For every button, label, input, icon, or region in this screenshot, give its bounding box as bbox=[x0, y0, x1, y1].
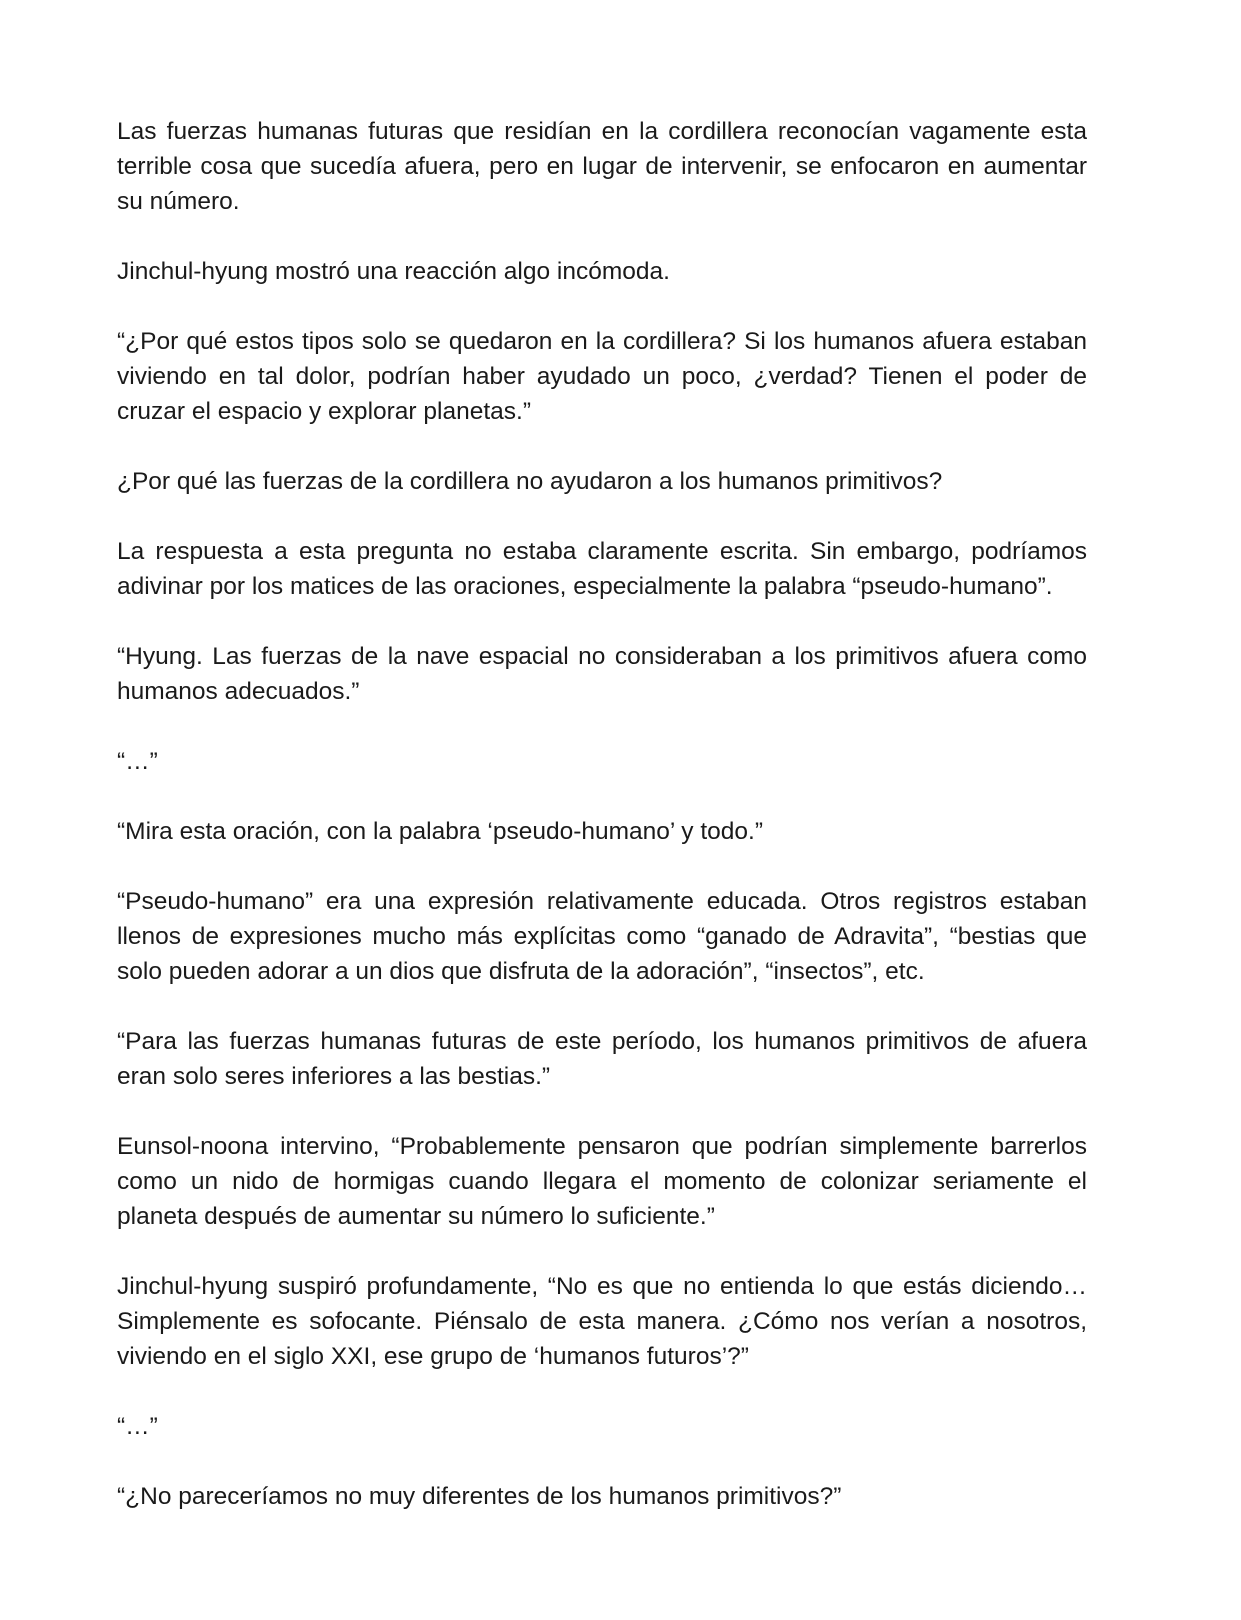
paragraph: ¿Por qué las fuerzas de la cordillera no ayudaron a los humanos primitivos? bbox=[117, 468, 943, 495]
paragraph: Eunsol-noona intervino, “Probablemente pensaron que podrían simplemente barrerlos como un nido de hormigas cuando llegara el momento de colonizar seriamente el planeta después de aumentar su número lo suficiente.” bbox=[117, 1133, 1087, 1230]
paragraph: La respuesta a esta pregunta no estaba claramente escrita. Sin embargo, podríamos adivinar por los matices de las oraciones, especialmente la palabra “pseudo-humano”. bbox=[117, 538, 1087, 600]
paragraph: “Mira esta oración, con la palabra ‘pseudo-humano’ y todo.” bbox=[117, 818, 763, 845]
document-page bbox=[117, 114, 1087, 1514]
paragraph: “¿No pareceríamos no muy diferentes de los humanos primitivos?” bbox=[117, 1483, 842, 1510]
paragraph: “Hyung. Las fuerzas de la nave espacial no consideraban a los primitivos afuera como humanos adecuados.” bbox=[117, 643, 1087, 705]
paragraph: “Para las fuerzas humanas futuras de este período, los humanos primitivos de afuera eran solo seres inferiores a las bestias.” bbox=[117, 1028, 1087, 1090]
paragraph: “…” bbox=[117, 748, 158, 775]
paragraph: “¿Por qué estos tipos solo se quedaron en la cordillera? Si los humanos afuera estaban viviendo en tal dolor, podrían haber ayudado un poco, ¿verdad? Tienen el poder de cruzar el espacio y explorar planetas.” bbox=[117, 328, 1087, 425]
paragraph: “Pseudo-humano” era una expresión relativamente educada. Otros registros estaban llenos de expresiones mucho más explícitas como “ganado de Adravita”, “bestias que solo pueden adorar a un dios que disfruta de la adoración”, “insectos”, etc. bbox=[117, 888, 1087, 985]
paragraph: “…” bbox=[117, 1413, 158, 1440]
paragraph: Jinchul-hyung mostró una reacción algo incómoda. bbox=[117, 258, 670, 285]
paragraph: Jinchul-hyung suspiró profundamente, “No es que no entienda lo que estás diciendo… Simplemente es sofocante. Piénsalo de esta manera. ¿Cómo nos verían a nosotros, viviendo en el siglo XXI, ese grupo de ‘humanos futuros’?” bbox=[117, 1273, 1087, 1370]
paragraph: Las fuerzas humanas futuras que residían en la cordillera reconocían vagamente esta terrible cosa que sucedía afuera, pero en lugar de intervenir, se enfocaron en aumentar su número. bbox=[117, 118, 1087, 215]
